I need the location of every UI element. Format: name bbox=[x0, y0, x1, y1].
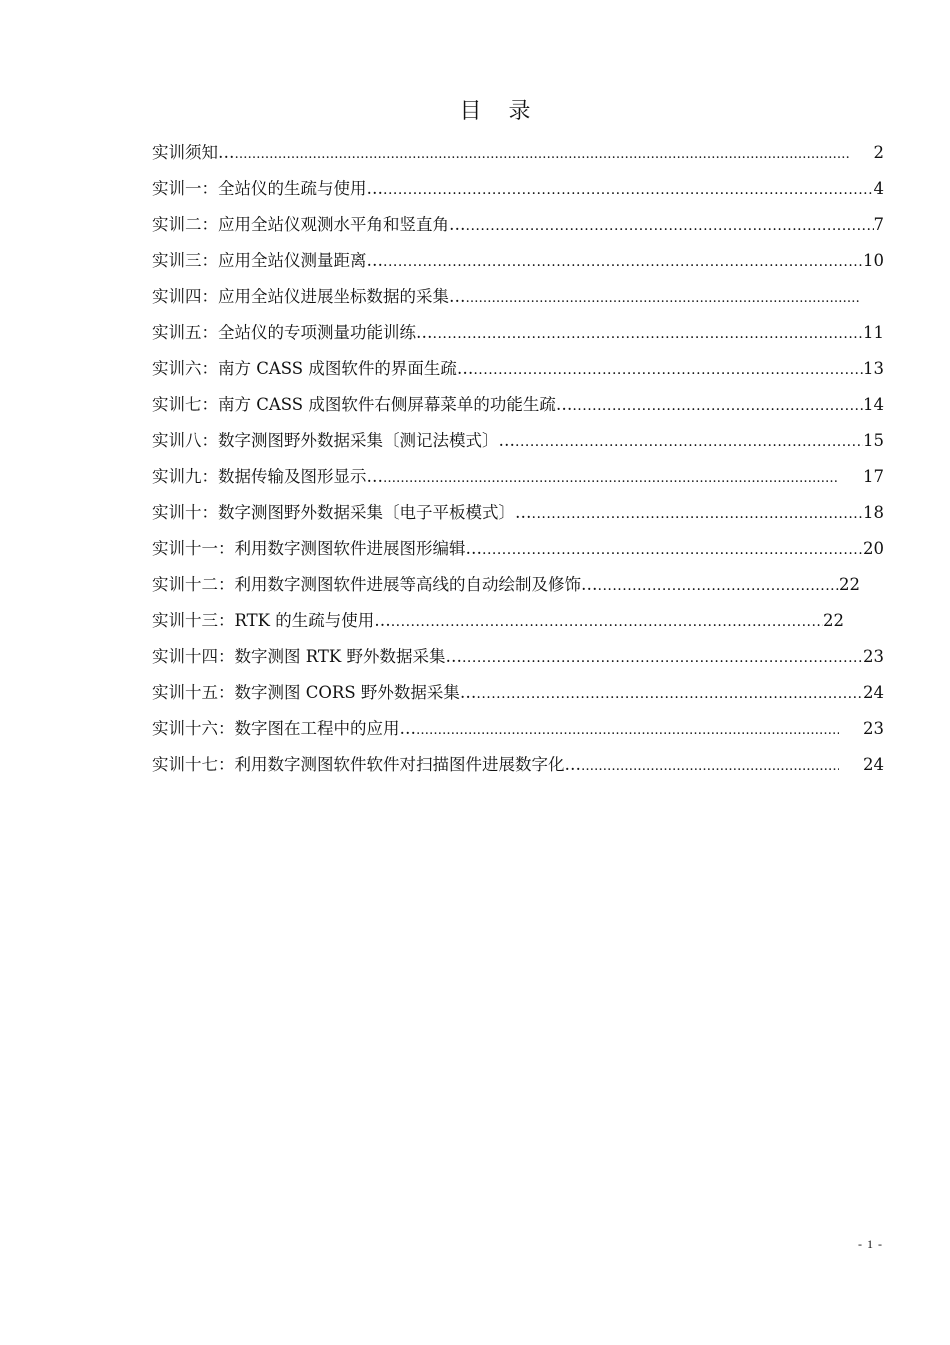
toc-entry[interactable] bbox=[152, 536, 884, 572]
toc-entry-page: 2 bbox=[873, 143, 884, 162]
toc-entry-label: 实训二：应用全站仪观测水平角和竖直角… bbox=[152, 215, 466, 234]
toc-entry-label: 实训七：南方 CASS 成图软件右侧屏幕菜单的功能生疏… bbox=[152, 395, 573, 414]
toc-entry-label: 实训十：数字测图野外数据采集〔电子平板模式〕… bbox=[152, 503, 532, 522]
toc-entry-label: 实训须知… bbox=[152, 143, 235, 162]
leader-dots bbox=[416, 716, 839, 744]
toc-entry-label: 实训五：全站仪的专项测量功能训练… bbox=[152, 323, 433, 342]
toc-entry[interactable] bbox=[152, 608, 844, 644]
leader-dots bbox=[598, 572, 840, 599]
toc-entry-label: 实训十一：利用数字测图软件进展图形编辑… bbox=[152, 539, 482, 558]
toc-entry[interactable] bbox=[152, 176, 884, 212]
toc-entry-page: 24 bbox=[863, 683, 884, 702]
toc-entry[interactable] bbox=[152, 140, 884, 176]
toc-entry-page: 17 bbox=[863, 467, 884, 486]
leader-dots bbox=[473, 356, 863, 383]
toc-entry[interactable] bbox=[152, 356, 884, 392]
toc-entry-page: 22 bbox=[823, 611, 844, 630]
toc-entry-label: 实训八：数字测图野外数据采集〔测记法模式〕… bbox=[152, 431, 515, 450]
toc-entry-label: 实训十七：利用数字测图软件软件对扫描图件进展数字化… bbox=[152, 755, 581, 774]
leader-dots bbox=[433, 320, 864, 347]
leader-dots bbox=[515, 428, 863, 455]
toc-entry-page: 10 bbox=[863, 251, 884, 270]
toc-entry-page: 14 bbox=[863, 395, 884, 414]
leader-dots bbox=[235, 140, 850, 168]
leader-dots bbox=[391, 608, 823, 635]
toc-entry-page: 7 bbox=[873, 215, 884, 234]
leader-dots bbox=[383, 176, 874, 203]
toc-entry-page: 4 bbox=[873, 179, 884, 198]
toc-entry[interactable] bbox=[152, 428, 884, 464]
toc-entry[interactable] bbox=[152, 752, 884, 788]
leader-dots bbox=[581, 752, 839, 780]
leader-dots bbox=[572, 392, 863, 419]
toc-entry-page: 18 bbox=[863, 503, 884, 522]
toc-entry[interactable] bbox=[152, 248, 884, 284]
toc-title: 目 录 bbox=[459, 99, 541, 124]
toc-entry[interactable] bbox=[152, 284, 860, 320]
toc-entry[interactable] bbox=[152, 572, 860, 608]
toc-entry-label: 实训三：应用全站仪测量距离… bbox=[152, 251, 383, 270]
leader-dots bbox=[466, 212, 874, 239]
toc-entry-label: 实训四：应用全站仪进展坐标数据的采集… bbox=[152, 287, 466, 306]
toc-entry[interactable] bbox=[152, 716, 884, 752]
toc-entry-page: 23 bbox=[863, 719, 884, 738]
toc-entry-page: 22 bbox=[839, 575, 860, 594]
leader-dots bbox=[476, 680, 863, 707]
toc-entry[interactable] bbox=[152, 392, 884, 428]
toc-entry-label: 实训一：全站仪的生疏与使用… bbox=[152, 179, 383, 198]
toc-entry[interactable] bbox=[152, 500, 884, 536]
table-of-contents bbox=[152, 140, 884, 788]
toc-entry-label: 实训十五：数字测图 CORS 野外数据采集… bbox=[152, 683, 477, 702]
toc-entry-page: 23 bbox=[863, 647, 884, 666]
toc-entry[interactable] bbox=[152, 212, 884, 248]
leader-dots bbox=[462, 644, 863, 671]
toc-entry-label: 实训六：南方 CASS 成图软件的界面生疏… bbox=[152, 359, 474, 378]
toc-entry[interactable] bbox=[152, 680, 884, 716]
toc-entry-label: 实训十二：利用数字测图软件进展等高线的自动绘制及修饰… bbox=[152, 575, 598, 594]
leader-dots bbox=[466, 284, 861, 312]
leader-dots bbox=[532, 500, 864, 527]
page-number: - 1 - bbox=[858, 1237, 883, 1251]
toc-entry-page: 20 bbox=[863, 539, 884, 558]
toc-entry-label: 实训十四：数字测图 RTK 野外数据采集… bbox=[152, 647, 462, 666]
leader-dots bbox=[482, 536, 863, 563]
toc-entry[interactable] bbox=[152, 320, 884, 356]
toc-entry-label: 实训九：数据传输及图形显示… bbox=[152, 467, 383, 486]
toc-entry-page: 11 bbox=[863, 323, 884, 342]
toc-entry-page: 13 bbox=[863, 359, 884, 378]
toc-entry-page: 24 bbox=[863, 755, 884, 774]
toc-entry[interactable] bbox=[152, 644, 884, 680]
leader-dots bbox=[383, 248, 863, 275]
toc-entry-label: 实训十三：RTK 的生疏与使用… bbox=[152, 611, 391, 630]
leader-dots bbox=[383, 464, 839, 492]
toc-entry-page: 15 bbox=[863, 431, 884, 450]
toc-entry[interactable] bbox=[152, 464, 884, 500]
toc-entry-label: 实训十六：数字图在工程中的应用… bbox=[152, 719, 416, 738]
